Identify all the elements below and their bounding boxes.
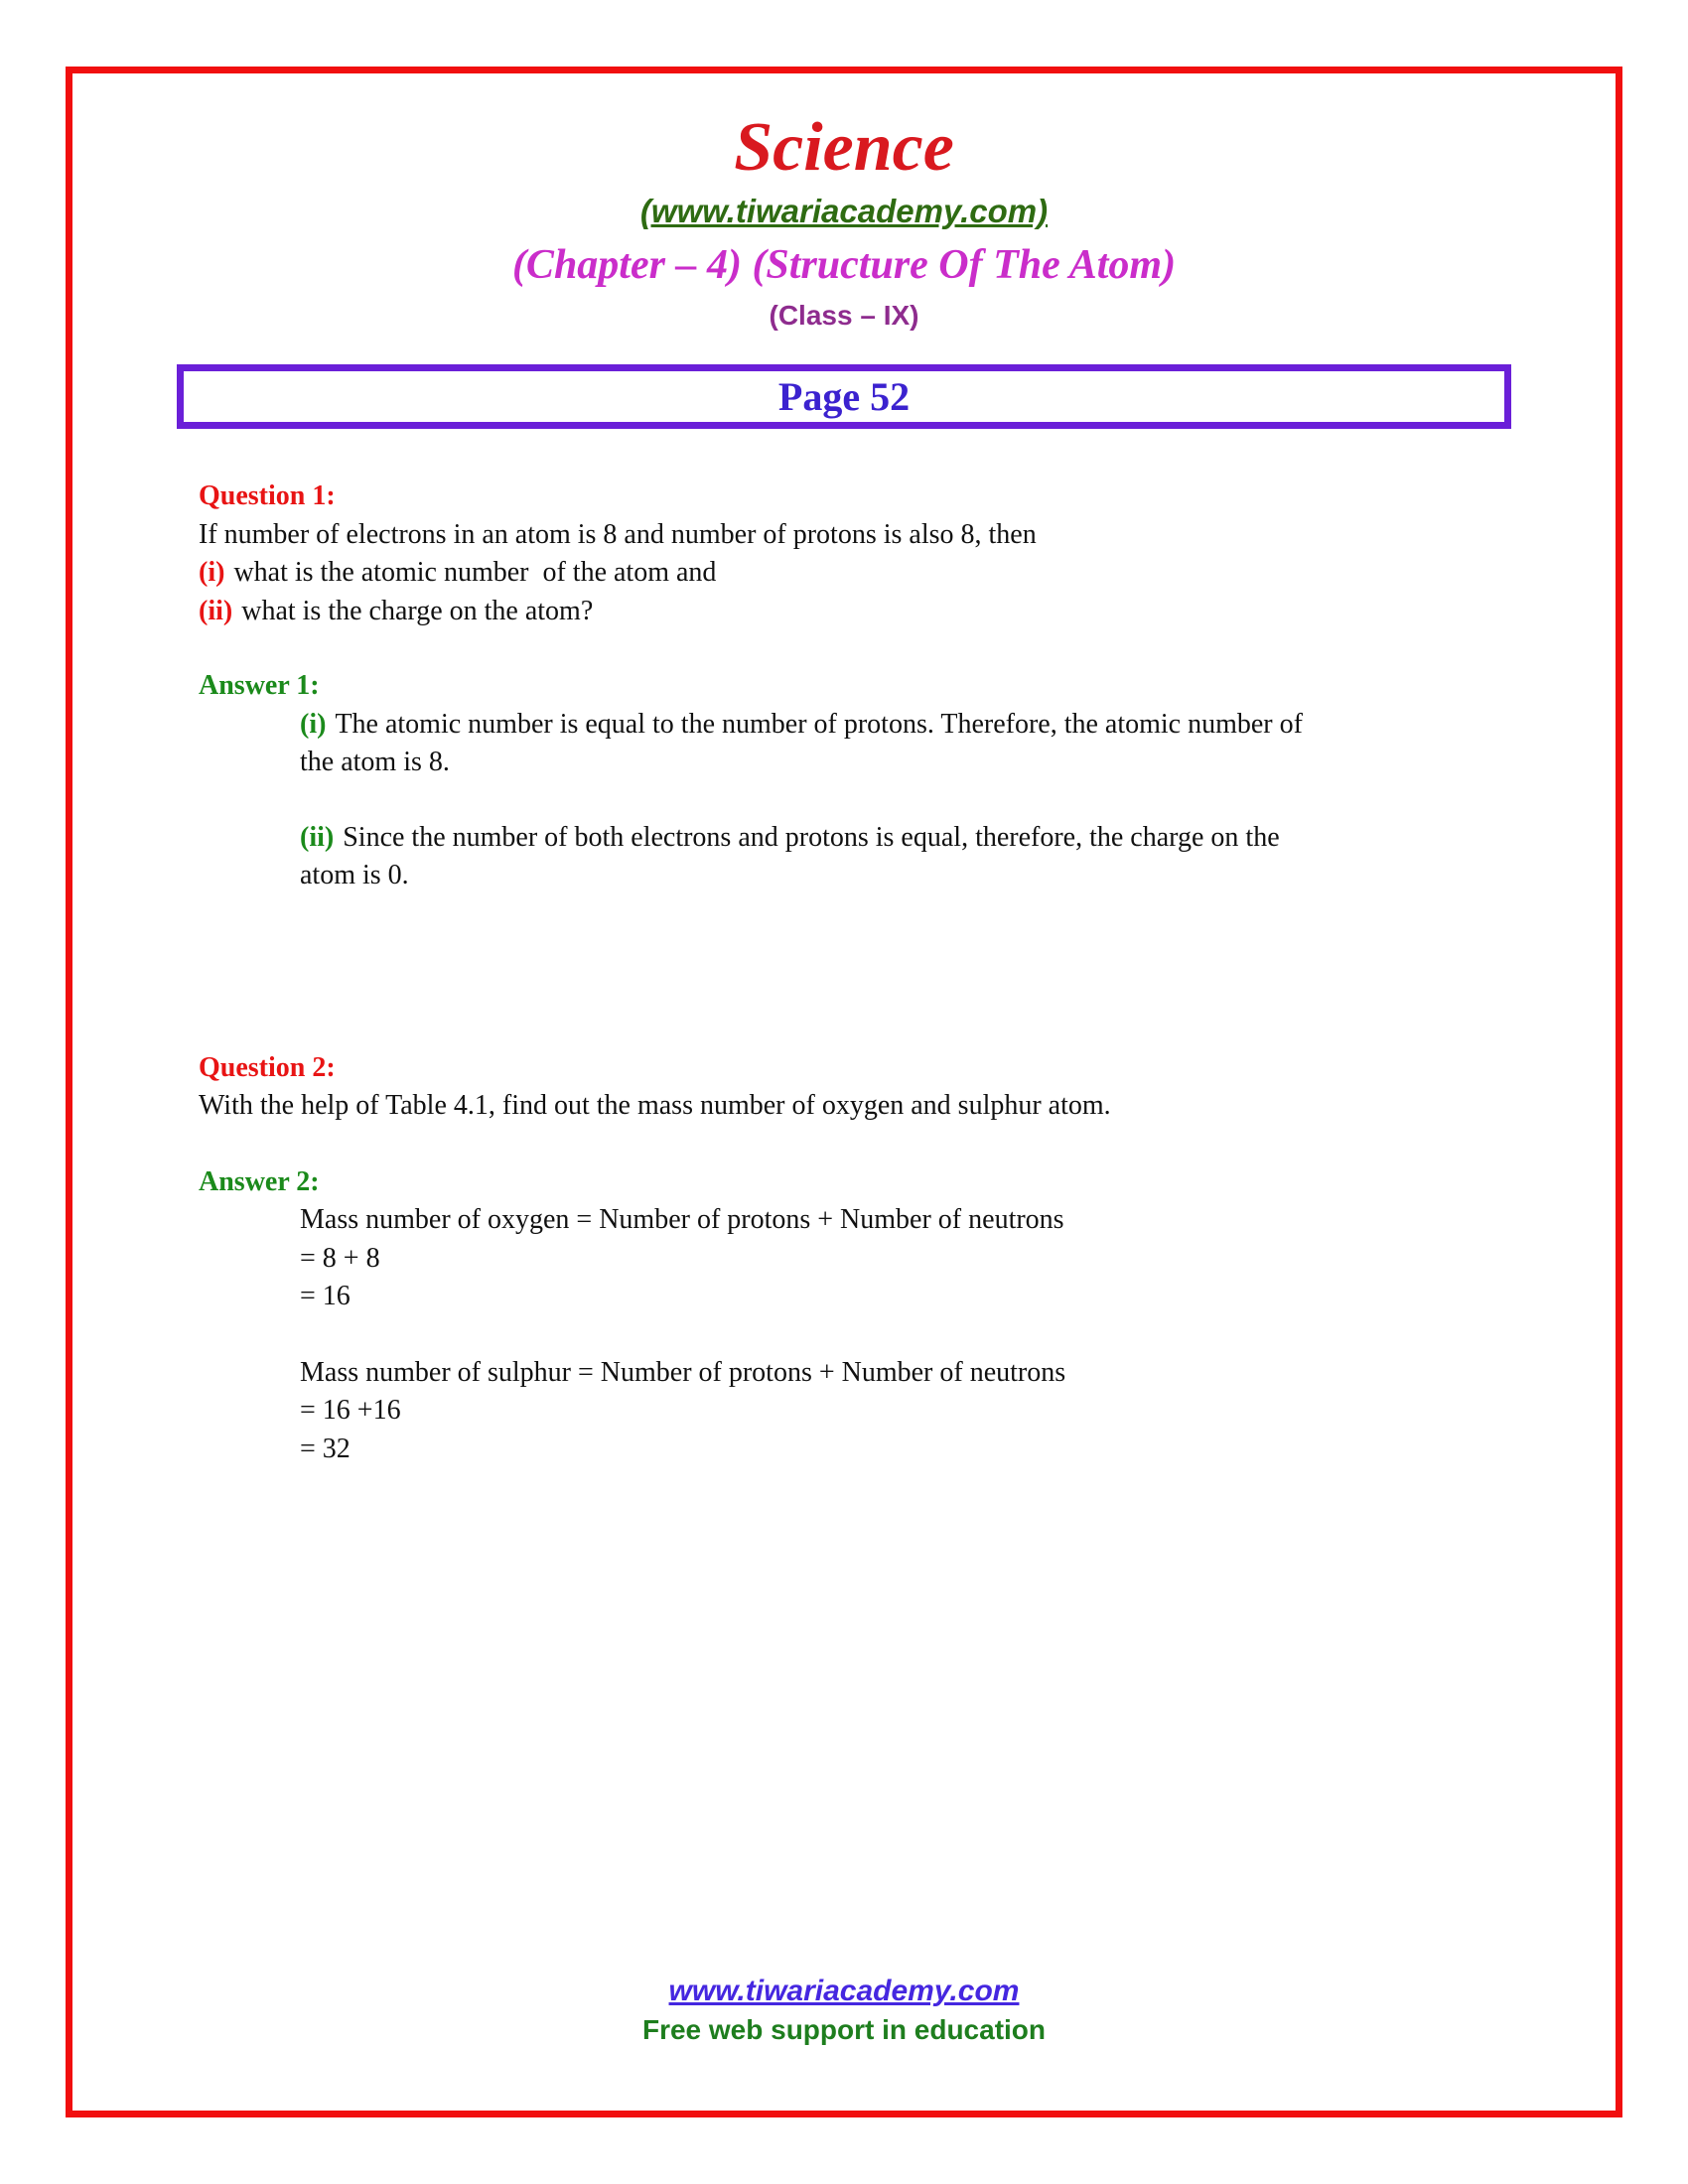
answer-2-sulphur-line-2: = 16 +16 (300, 1395, 401, 1426)
question-1-part-ii-text: what is the charge on the atom? (241, 595, 594, 626)
class-heading: (Class – IX) (769, 300, 919, 331)
question-1-part-ii (199, 593, 1526, 631)
header-site-link[interactable]: (www.tiwariacademy.com) (639, 193, 1049, 229)
chapter-heading: (Chapter – 4) (Structure Of The Atom) (511, 242, 1177, 288)
answer-1-part-i-line-1 (300, 706, 1526, 745)
answer-1-part-i-line-2: the atom is 8. (300, 747, 450, 777)
answer-1-part-ii-marker: (ii) (300, 821, 335, 853)
question-1-part-i-text: what is the atomic number of the atom and (233, 557, 717, 588)
footer-site-link[interactable]: www.tiwariacademy.com (668, 1975, 1020, 2007)
question-2-heading: Question 2: (199, 1051, 336, 1083)
question-1-part-i-marker: (i) (199, 557, 225, 588)
answer-1-part-i-marker: (i) (300, 708, 327, 740)
answer-1-part-ii-line-1 (300, 819, 1526, 858)
question-1-part-i (199, 554, 1526, 593)
answer-1-part-i (300, 706, 1526, 782)
question-2-intro: With the help of Table 4.1, find out the mass number of oxygen and sulphur atom. (199, 1090, 1111, 1121)
answer-1-part-ii-line-2: atom is 0. (300, 860, 409, 890)
answer-2-heading: Answer 2: (199, 1165, 320, 1197)
answer-2-sulphur-line-3: = 32 (300, 1433, 351, 1464)
answer-2-oxygen-line-1: Mass number of oxygen = Number of protons + Number of neutrons (300, 1204, 1064, 1235)
answer-1-part-i-text: The atomic number is equal to the number of protons. Therefore, the atomic number of (335, 708, 1303, 740)
header-site-line (72, 191, 1616, 232)
footer-tagline: Free web support in education (641, 2014, 1047, 2045)
page-number-label: Page 52 (777, 374, 911, 419)
page-title: Science (734, 109, 954, 186)
page-number-banner (177, 364, 1511, 429)
question-1-heading: Question 1: (199, 480, 336, 511)
answer-1-heading: Answer 1: (199, 670, 320, 701)
answer-1-part-ii-text: Since the number of both electrons and protons is equal, therefore, the charge on the (343, 821, 1280, 853)
page-header (72, 107, 1616, 334)
page-footer (72, 1974, 1616, 2047)
answer-2-sulphur-block (300, 1354, 1526, 1469)
page-content (72, 478, 1616, 1468)
answer-1-part-ii (300, 819, 1526, 895)
answer-2-oxygen-line-2: = 8 + 8 (300, 1242, 380, 1274)
answer-2-oxygen-block (300, 1201, 1526, 1316)
answer-2-sulphur-line-1: Mass number of sulphur = Number of protons + Number of neutrons (300, 1356, 1066, 1388)
answer-2-oxygen-line-3: = 16 (300, 1281, 351, 1311)
question-1-intro: If number of electrons in an atom is 8 and number of protons is also 8, then (199, 518, 1037, 550)
question-1-part-ii-marker: (ii) (199, 595, 233, 626)
page-border-frame (66, 67, 1622, 2117)
